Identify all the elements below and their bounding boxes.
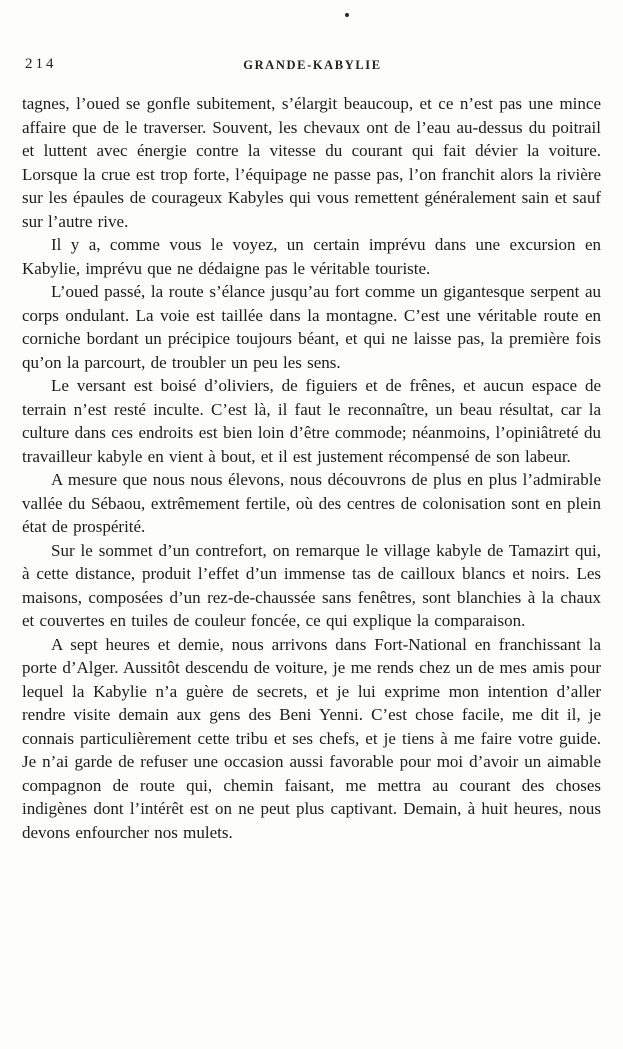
paragraph-continuation: tagnes, l’oued se gonfle subitement, s’élargit beaucoup, et ce n’est pas une mince affaire que de le traverser. Souvent, les chevaux ont de l’eau au-dessus du poitrail et luttent avec énergie contre la vitesse du courant qui fait dévier la voiture. Lorsque la crue est trop forte, l’équipage ne passe pas, l’on franchit alors la rivière sur les épaules de courageux Kabyles qui vous remettent généralement sain et sauf sur l’autre rive. (22, 94, 601, 231)
running-title: GRANDE-KABYLIE (243, 58, 382, 72)
paragraph: Le versant est boisé d’oliviers, de figuiers et de frênes, et aucun espace de terrain n’est resté inculte. C’est là, il faut le reconnaître, un beau résultat, car la culture dans ces endroits est bien loin d’être commode; néanmoins, l’opiniâtreté du travailleur kabyle en vient à bout, et il est justement récompensé de son labeur. (22, 376, 601, 466)
paragraph: A mesure que nous nous élevons, nous découvrons de plus en plus l’admirable vallée du Sébaou, extrêmement fertile, où des centres de colonisation sont en plein état de prospérité. (22, 470, 601, 536)
page-header (25, 56, 600, 76)
ink-speck-artifact (345, 13, 349, 17)
body-text-block (22, 92, 601, 844)
paragraph: L’oued passé, la route s’élance jusqu’au fort comme un gigantesque serpent au corps ondulant. La voie est taillée dans la montagne. C’est une véritable route en corniche bordant un précipice toujours béant, et qui ne laisse pas, la première fois qu’on la parcourt, de troubler un peu les sens. (22, 282, 601, 372)
paragraph: Sur le sommet d’un contrefort, on remarque le village kabyle de Tamazirt qui, à cette distance, produit l’effet d’un immense tas de cailloux blancs et noirs. Les maisons, composées d’un rez-de-chaussée sans fenêtres, sont blanchies à la chaux et couvertes en tuiles de couleur foncée, ce qui explique la comparaison. (22, 540, 601, 630)
paragraph: Il y a, comme vous le voyez, un certain imprévu dans une excursion en Kabylie, imprévu que ne dédaigne pas le véritable touriste. (22, 235, 601, 278)
page-number: 214 (25, 56, 57, 72)
paragraph: A sept heures et demie, nous arrivons dans Fort-National en franchissant la porte d’Alger. Aussitôt descendu de voiture, je me rends chez un de mes amis pour lequel la Kabylie n’a guère de secrets, et je lui exprime mon intention d’aller rendre visite demain aux gens des Beni Yenni. C’est chose facile, me dit il, je connais particulièrement cette tribu et ses chefs, et je tiens à me faire votre guide. Je n’ai garde de refuser une occasion aussi favorable pour moi d’avoir un aimable compagnon de route qui, chemin faisant, me mettra au courant des choses indigènes dont l’intérêt est on ne peut plus captivant. Demain, à huit heures, nous devons enfourcher nos mulets. (22, 634, 601, 842)
